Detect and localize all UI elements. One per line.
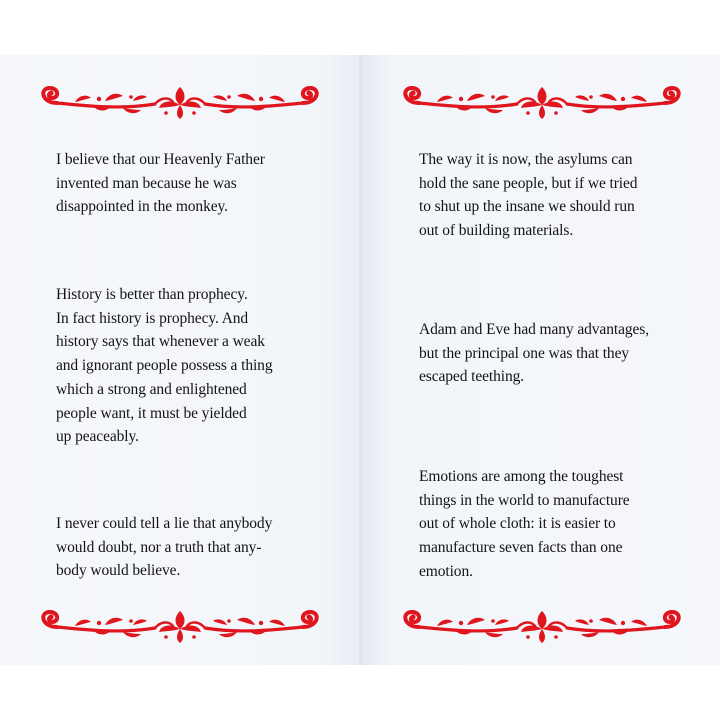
quote-heavenly-father: I believe that our Heavenly Father invented man because he was disappointed in the monkey. (56, 151, 265, 216)
bottom-flourish-ornament (397, 607, 687, 647)
quote-adam-and-eve: Adam and Eve had many advantages, but the principal one was that they escaped teething. (419, 321, 649, 386)
flourish-graphic (35, 607, 325, 647)
quote-emotions: Emotions are among the toughest things in the world to manufacture out of whole cloth: it is easier to manufacture seven facts than one emotion. (419, 468, 630, 580)
book-spread (0, 55, 720, 665)
flourish-graphic (397, 83, 687, 123)
quote-asylums: The way it is now, the asylums can hold the sane people, but if we tried to shut up the insane we should run out of building materials. (419, 151, 638, 240)
left-page (0, 55, 360, 665)
flourish-graphic (35, 83, 325, 123)
right-page (362, 55, 720, 665)
top-flourish-ornament (35, 83, 325, 123)
bottom-flourish-ornament (35, 607, 325, 647)
flourish-graphic (397, 607, 687, 647)
quote-history-prophecy: History is better than prophecy. In fact history is prophecy. And history says that whenever a weak and ignorant people possess a thing which a strong and enlightened people want, it must be yielded up peaceably. (56, 286, 273, 446)
quote-tell-a-lie: I never could tell a lie that anybody would doubt, nor a truth that any- body would believe. (56, 515, 273, 580)
top-flourish-ornament (397, 83, 687, 123)
